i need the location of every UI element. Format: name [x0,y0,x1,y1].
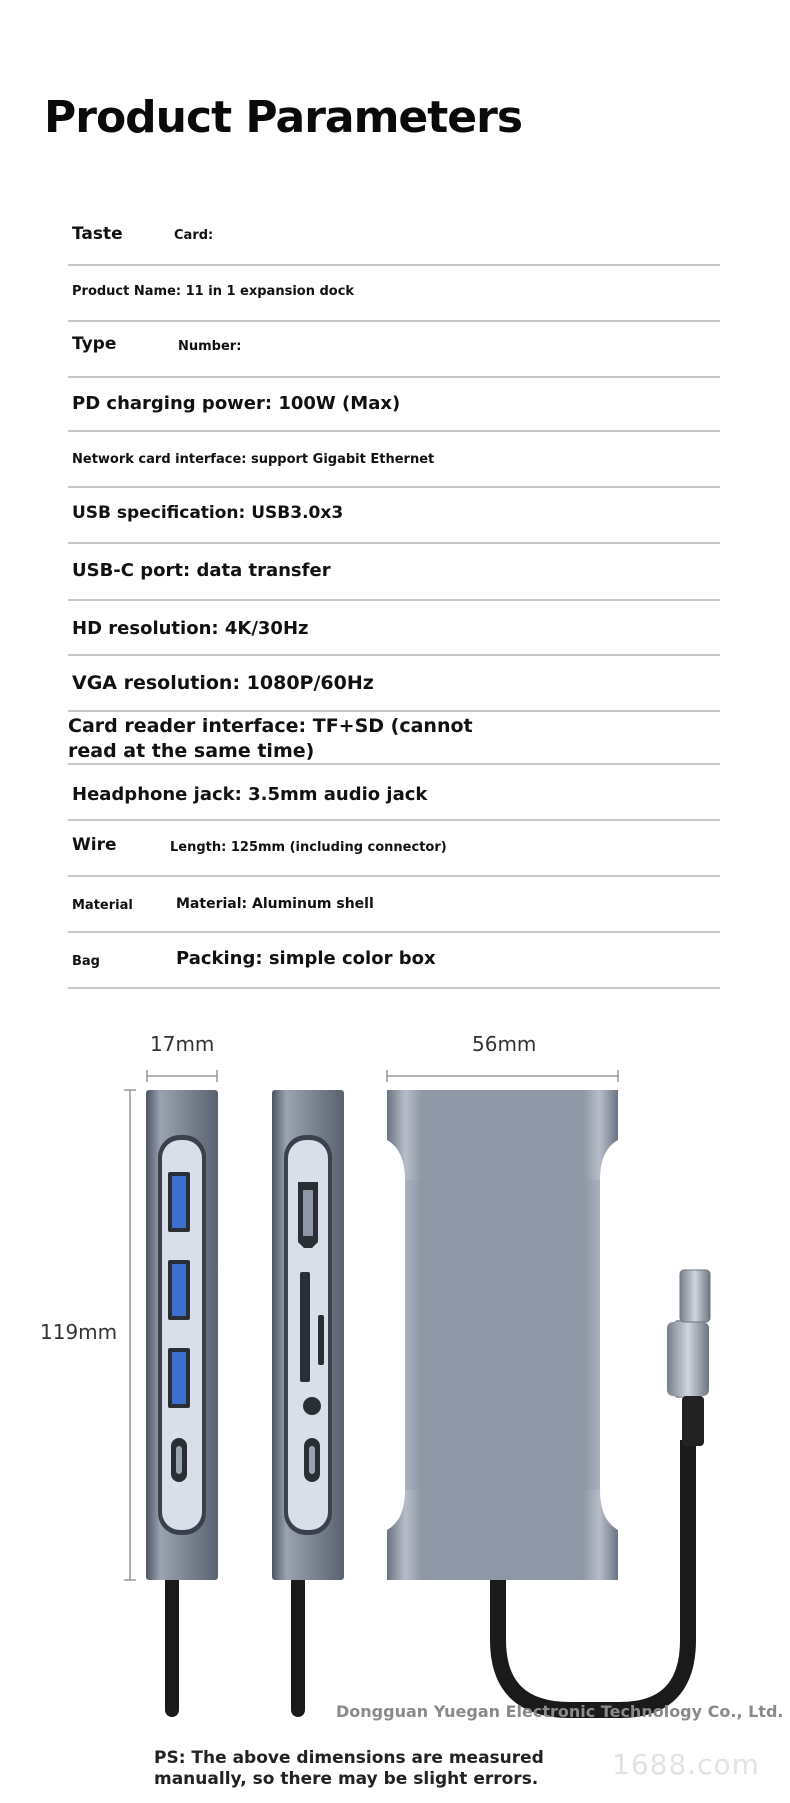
top-view [387,1090,710,1710]
param-row-hd [68,601,720,656]
param-row-product-name [68,266,720,322]
usb-c-port-icon [171,1438,187,1482]
product-diagram [0,1010,790,1800]
param-row-usb-spec [68,488,720,544]
param-row-wire [68,821,720,877]
param-row-pd-power [68,378,720,432]
param-row-headphone [68,765,720,821]
sd-card-slot-icon [300,1272,310,1382]
tf-card-slot-icon [318,1315,324,1365]
param-value: Material: Aluminum shell [176,896,374,912]
usb-c-port-icon [304,1438,320,1482]
param-row-vga [68,656,720,712]
param-key: Taste [72,224,123,244]
param-row-usb-c [68,544,720,601]
param-value: Packing: simple color box [176,948,436,969]
param-text: PD charging power: 100W (Max) [72,393,401,414]
dimension-width-side: 17mm [150,1032,215,1056]
param-text: Network card interface: support Gigabit Ethernet [72,452,435,467]
param-row-type [68,322,720,378]
param-key: Type [72,334,117,354]
audio-jack-icon [303,1397,321,1415]
param-text: USB-C port: data transfer [72,560,331,581]
param-text: HD resolution: 4K/30Hz [72,618,309,639]
param-key: Wire [72,835,117,855]
param-text: VGA resolution: 1080P/60Hz [72,672,374,694]
usb-c-plug-icon [667,1270,710,1446]
usb-a-port-icon [168,1348,190,1408]
param-row-taste [68,208,720,266]
param-key: Material [72,898,133,913]
parameter-list [68,208,720,989]
param-row-bag [68,933,720,989]
company-name: Dongguan Yuegan Electronic Technology Co., Ltd. [336,1702,784,1721]
watermark: 1688.com [612,1748,760,1781]
param-row-network [68,432,720,488]
hdmi-port-icon [298,1182,318,1248]
side-view-hdmi [272,1090,344,1710]
param-text: Product Name: 11 in 1 expansion dock [72,284,355,299]
dimension-width-top: 56mm [472,1032,537,1056]
param-value: Card: [174,228,214,243]
usb-a-port-icon [168,1172,190,1232]
param-text: Headphone jack: 3.5mm audio jack [72,784,428,805]
param-row-material [68,877,720,933]
dimension-height: 119mm [40,1320,118,1344]
param-row-card-reader [68,712,720,765]
side-view-usb [146,1090,218,1710]
param-text: USB specification: USB3.0x3 [72,503,344,523]
param-text: Card reader interface: TF+SD (cannot read at the same time) [68,715,473,762]
param-value: Number: [178,339,242,354]
param-value: Length: 125mm (including connector) [170,840,447,855]
measurement-note: PS: The above dimensions are measured manually, so there may be slight errors. [154,1748,544,1789]
page-title: Product Parameters [44,92,523,143]
param-key: Bag [72,954,100,969]
usb-a-port-icon [168,1260,190,1320]
